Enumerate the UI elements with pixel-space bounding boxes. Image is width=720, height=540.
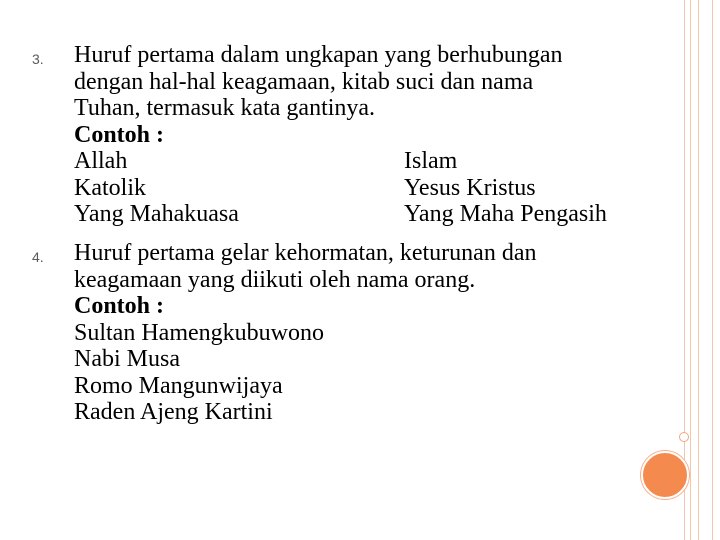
decorative-rail-line [698,0,699,540]
decorative-rail-line [690,0,691,540]
decorative-rail-line [712,0,713,540]
rule-text-line: Huruf pertama dalam ungkapan yang berhubungan [74,42,563,68]
rule-text-line: keagamaan yang diikuti oleh nama orang. [74,266,476,293]
example-name: Sultan Hamengkubuwono [74,319,324,346]
example-name: Nabi Musa [74,346,180,372]
decorative-orange-circle [641,451,689,499]
example-pair [74,201,660,228]
list-number: 3. [32,51,44,67]
example-left: Allah [74,148,128,174]
rule-text-line: dengan hal-hal keagamaan, kitab suci dan nama [74,68,534,95]
example-pair [74,175,660,202]
list-item-4 [32,240,660,426]
decorative-small-circle [679,432,689,442]
example-right: Yang Maha Pengasih [404,201,607,227]
example-right: Yesus Kristus [404,174,536,201]
rule-text-line: Tuhan, termasuk kata gantinya. [74,95,376,121]
example-left: Katolik [74,174,146,201]
list-number: 4. [32,249,44,265]
example-right: Islam [404,148,458,174]
decorative-rail-line [684,0,685,540]
example-label: Contoh : [74,293,165,319]
example-pair [74,148,660,175]
example-name: Raden Ajeng Kartini [74,399,273,425]
example-left: Yang Mahakuasa [74,201,239,227]
list-item-3 [32,42,660,228]
example-label: Contoh : [74,121,165,148]
example-name: Romo Mangunwijaya [74,372,283,399]
rule-text-line: Huruf pertama gelar kehormatan, keturunan dan [74,240,537,266]
